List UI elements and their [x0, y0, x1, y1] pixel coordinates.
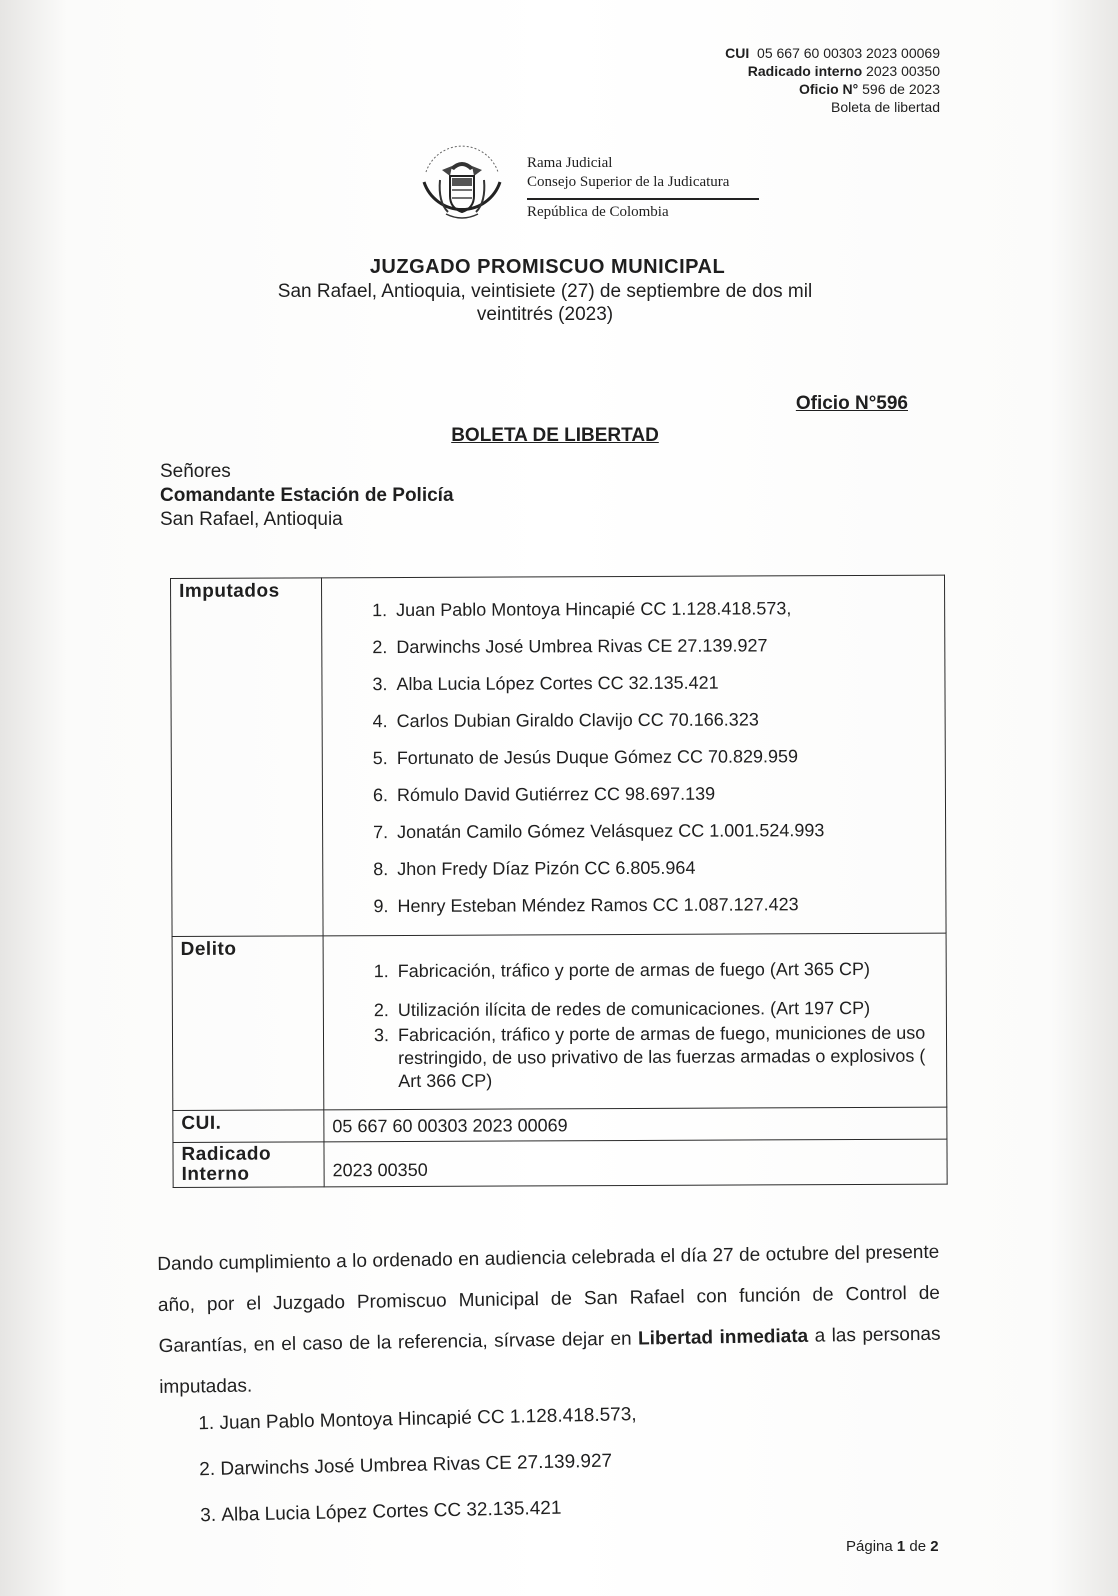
list-item: 8. Jhon Fredy Díaz Pizón CC 6.805.964 — [393, 849, 937, 888]
list-item: 5. Fortunato de Jesús Duque Gómez CC 70.829.959 — [393, 738, 937, 777]
letterhead — [412, 140, 772, 250]
addressee-recipient: Comandante Estación de Policía — [160, 485, 454, 506]
delitos-list — [332, 934, 939, 1110]
list-item: 9. Henry Esteban Méndez Ramos CC 1.087.127.423 — [393, 886, 937, 925]
list-item: 1. Fabricación, tráfico y porte de armas de fuego (Art 365 CP) — [394, 958, 938, 983]
list-item: 2. Darwinchs José Umbrea Rivas CE 27.139.927 — [220, 1432, 921, 1493]
table-row-delito — [172, 933, 947, 1110]
imputados-label: Imputados — [171, 578, 324, 937]
list-item: 3. Alba Lucia López Cortes CC 32.135.421 — [392, 664, 936, 703]
oficio-number: Oficio N°596 — [795, 393, 908, 414]
cui-cell — [324, 1107, 947, 1142]
list-item: 3. Alba Lucia López Cortes CC 32.135.421 — [221, 1478, 922, 1539]
addressee — [160, 460, 454, 532]
addressee-location: San Rafael, Antioquia — [160, 509, 343, 530]
coat-of-arms-icon — [412, 140, 512, 240]
document-title: BOLETA DE LIBERTAD — [451, 425, 659, 446]
list-item: 7. Jonatán Camilo Gómez Velásquez CC 1.001.524.993 — [393, 812, 937, 851]
cui-label: CUI. — [173, 1110, 324, 1143]
addressee-greeting: Señores — [160, 461, 231, 482]
body-paragraph: Dando cumplimiento a lo ordenado en audiencia celebrada el día 27 de octubre del presente año, por el Juzgado Promiscuo Municipal de San Rafael con función de Control de Garantías, en el caso de la referencia, sírvase dejar en Libertad inmediata a las personas imputadas. — [157, 1241, 941, 1398]
list-item: 2. Utilización ilícita de redes de comunicaciones. (Art 197 CP) — [394, 997, 938, 1022]
letterhead-country: República de Colombia — [527, 204, 669, 220]
released-persons-list — [163, 1386, 922, 1540]
oficio-line: Oficio N° 596 de 2023 — [798, 81, 940, 97]
table-row-cui — [173, 1107, 947, 1142]
table-row-radicado — [173, 1139, 947, 1187]
list-item: 2. Darwinchs José Umbrea Rivas CE 27.139.927 — [392, 627, 936, 666]
list-item: 1. Juan Pablo Montoya Hincapié CC 1.128.418.573, — [392, 590, 936, 629]
imputados-list — [330, 576, 938, 936]
imputados-cell — [322, 575, 947, 936]
case-info-table — [170, 575, 948, 1188]
place-date: San Rafael, Antioquia, veintisiete (27) de septiembre de dos mil veintitrés (2023) — [277, 281, 813, 325]
reference-header — [725, 44, 940, 116]
page-number: Página 1 de 2 — [846, 1538, 939, 1555]
cui-value: 05 667 60 00303 2023 00069 — [332, 1115, 568, 1137]
delito-cell — [323, 933, 947, 1110]
radicado-line: Radicado interno 2023 00350 — [747, 63, 940, 79]
doc-type-line: Boleta de libertad — [831, 99, 940, 115]
radicado-value: 2023 00350 — [332, 1159, 428, 1181]
court-name: JUZGADO PROMISCUO MUNICIPAL — [369, 256, 726, 278]
list-item: 1. Juan Pablo Montoya Hincapié CC 1.128.418.573, — [219, 1386, 920, 1447]
radicado-cell — [324, 1139, 947, 1187]
list-item: 6. Rómulo David Gutiérrez CC 98.697.139 — [393, 775, 937, 814]
cui-line: CUI 05 667 60 00303 2023 00069 — [725, 45, 940, 61]
list-item: 4. Carlos Dubian Giraldo Clavijo CC 70.166.323 — [393, 701, 937, 740]
delito-label: Delito — [172, 936, 324, 1111]
letterhead-divider — [527, 198, 759, 200]
letterhead-text: Rama Judicial Consejo Superior de la Judicatura — [527, 155, 730, 190]
list-item: 3. Fabricación, tráfico y porte de armas de fuego, municiones de uso restringido, de uso privativo de las fuerzas armadas o explosivos ( Art 366 CP) — [394, 1022, 938, 1093]
table-row-imputados — [171, 575, 947, 936]
radicado-label: Radicado Interno — [173, 1142, 324, 1188]
